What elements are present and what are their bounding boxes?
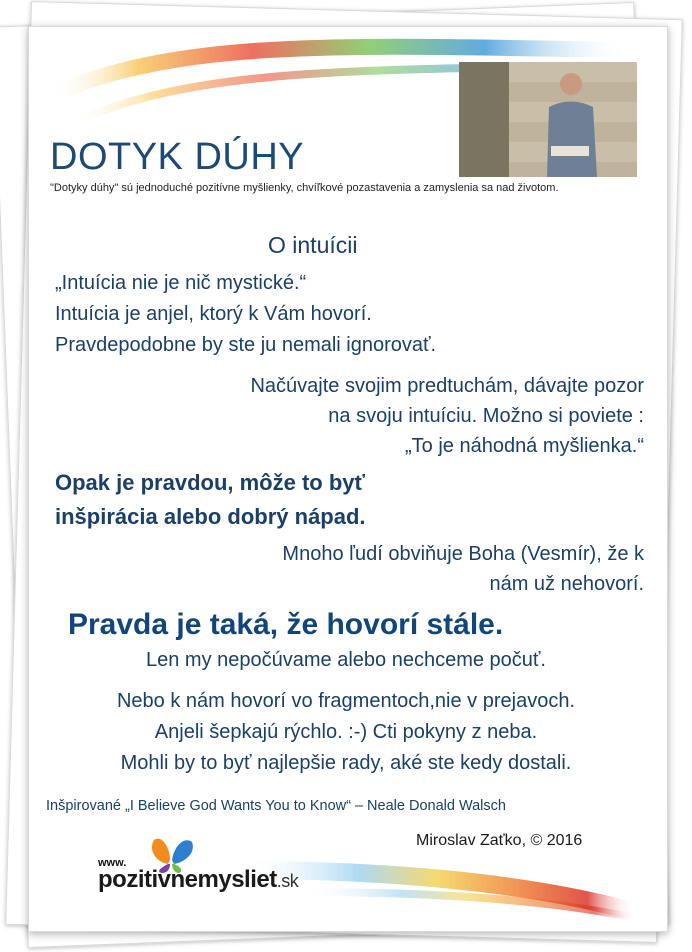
logo-www: www. xyxy=(98,857,127,869)
author-photo-image xyxy=(459,62,637,177)
highlight-line: Pravda je taká, že hovorí stále. xyxy=(68,608,504,641)
text-line: Pravdepodobne by ste ju nemali ignorovať. xyxy=(55,334,437,356)
text-line: nám už nehovorí. xyxy=(489,573,644,595)
text-line: na svoju intuíciu. Možno si poviete : xyxy=(328,405,644,427)
page-title: DOTYK DÚHY xyxy=(50,136,305,178)
logo-tld: .sk xyxy=(276,871,299,891)
site-logo xyxy=(98,866,298,894)
text-line: „Intuícia nie je nič mystické.“ xyxy=(55,272,307,294)
text-line: Nebo k nám hovorí vo fragmentoch,nie v prejavoch. xyxy=(116,690,576,712)
text-line: Len my nepočúvame alebo nechceme počuť. xyxy=(146,649,546,671)
author-photo xyxy=(459,62,637,177)
section-heading: O intuícii xyxy=(268,232,358,258)
text-line: Anjeli šepkajú rýchlo. :-) Cti pokyny z neba. xyxy=(154,721,538,743)
text-line: „To je náhodná myšlienka.“ xyxy=(404,435,644,457)
text-line: Mohli by to byť najlepšie rady, aké ste kedy dostali. xyxy=(120,752,572,774)
text-line: Mnoho ľudí obviňuje Boha (Vesmír), že k xyxy=(282,543,644,565)
author-credit: Miroslav Zaťko, © 2016 xyxy=(416,832,583,849)
page-subtitle: "Dotyky dúhy" sú jednoduché pozitívne myšlienky, chvíľkové pozastavenia a zamyslenia sa nad životom. xyxy=(50,182,559,194)
bold-text-line: Opak je pravdou, môže to byť xyxy=(55,470,366,495)
text-line: Intuícia je anjel, ktorý k Vám hovorí. xyxy=(55,303,372,325)
inspiration-credit: Inšpirované „I Believe God Wants You to Know“ – Neale Donald Walsch xyxy=(46,798,506,814)
bold-text-line: inšpirácia alebo dobrý nápad. xyxy=(55,504,366,529)
logo-name: pozitivnemysliet xyxy=(98,866,277,893)
text-line: Načúvajte svojim predtuchám, dávajte pozor xyxy=(250,375,644,397)
